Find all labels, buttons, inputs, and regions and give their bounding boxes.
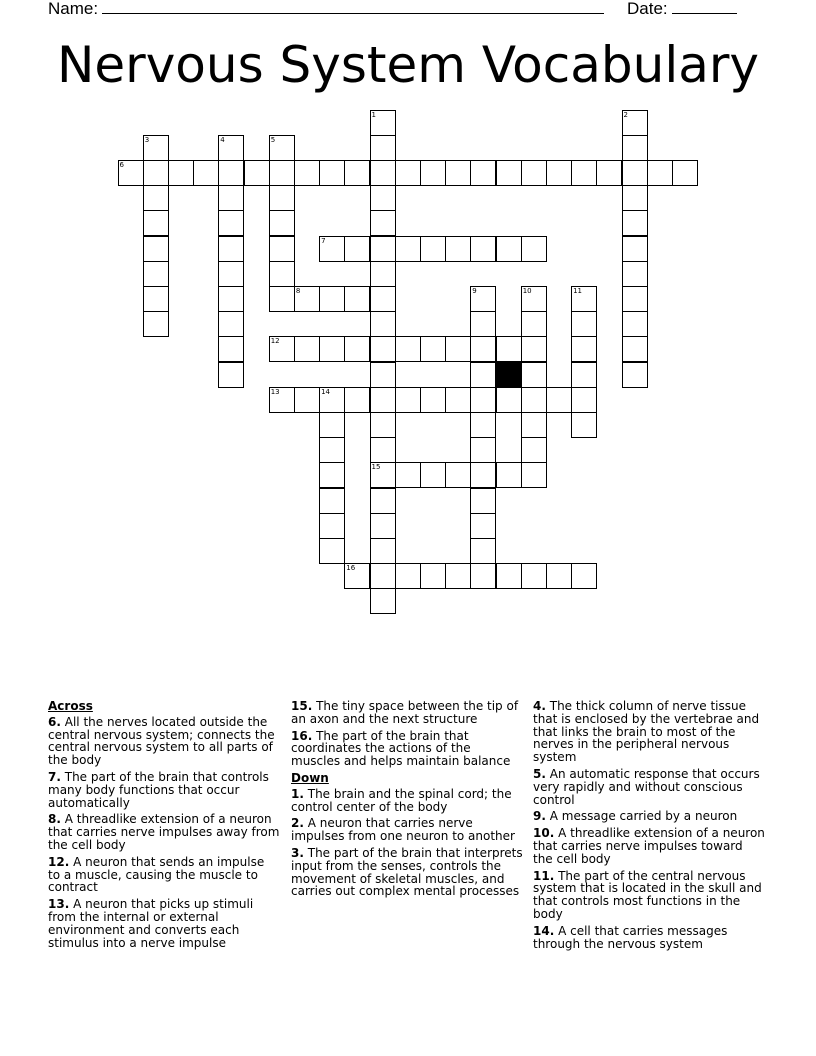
date-label: Date:	[627, 0, 668, 18]
crossword-cell[interactable]	[269, 160, 295, 186]
clue-number: 4	[220, 135, 225, 144]
crossword-cell[interactable]	[319, 236, 345, 262]
clue-across-13: 13. A neuron that picks up stimuli from the internal or external environment and converts each stimulus into a nerve impulse	[48, 897, 254, 950]
crossword-cell[interactable]	[445, 462, 471, 488]
crossword-cell[interactable]	[445, 336, 471, 362]
crossword-cell[interactable]	[344, 336, 370, 362]
crossword-cell[interactable]	[294, 160, 320, 186]
crossword-cell[interactable]	[470, 437, 496, 463]
crossword-cell[interactable]	[622, 362, 648, 388]
crossword-cell[interactable]	[168, 160, 194, 186]
crossword-cell[interactable]	[395, 462, 421, 488]
crossword-cell[interactable]	[521, 563, 547, 589]
crossword-cell[interactable]	[319, 336, 345, 362]
crossword-black-square	[496, 362, 522, 388]
crossword-cell[interactable]	[118, 160, 144, 186]
crossword-cell[interactable]	[521, 387, 547, 413]
crossword-cell[interactable]	[445, 563, 471, 589]
crossword-cell[interactable]	[546, 387, 572, 413]
clue-number: 3	[144, 135, 150, 144]
crossword-cell[interactable]	[143, 135, 169, 161]
clue-down-11: 11. The part of the central nervous system that is located in the skull and that controls most functions in the body	[533, 868, 762, 921]
crossword-cell[interactable]	[370, 236, 396, 262]
clue-number: 16	[346, 564, 356, 573]
crossword-cell[interactable]	[496, 336, 522, 362]
crossword-cell[interactable]	[470, 412, 496, 438]
crossword-cell[interactable]	[344, 563, 370, 589]
clue-down-1: 1. The brain and the spinal cord; the control center of the body	[291, 786, 512, 814]
page-title: Nervous System Vocabulary	[56, 36, 760, 94]
crossword-cell[interactable]	[622, 135, 648, 161]
crossword-cell[interactable]	[445, 236, 471, 262]
clues-column-2	[291, 700, 523, 902]
crossword-cell[interactable]	[218, 362, 244, 388]
crossword-cell[interactable]	[622, 160, 648, 186]
crossword-cell[interactable]	[622, 236, 648, 262]
clue-number: 6	[119, 160, 124, 169]
crossword-cell[interactable]	[571, 160, 597, 186]
crossword-cell[interactable]	[672, 160, 698, 186]
clue-down-5: 5. An automatic response that occurs very rapidly and without conscious control	[533, 766, 760, 807]
crossword-cell[interactable]	[370, 286, 396, 312]
crossword-cell[interactable]	[319, 286, 345, 312]
crossword-cell[interactable]	[370, 588, 396, 614]
crossword-cell[interactable]	[370, 462, 396, 488]
crossword-cell[interactable]	[470, 563, 496, 589]
crossword-cell[interactable]	[496, 236, 522, 262]
crossword-cell[interactable]	[496, 160, 522, 186]
clue-down-14: 14. A cell that carries messages through the nervous system	[533, 923, 728, 951]
crossword-cell[interactable]	[344, 387, 370, 413]
crossword-cell[interactable]	[218, 185, 244, 211]
clue-across-6: 6. All the nerves located outside the central nervous system; connects the central nervous system to all parts of the body	[48, 714, 275, 768]
crossword-cell[interactable]	[420, 160, 446, 186]
crossword-cell[interactable]	[370, 336, 396, 362]
crossword-cell[interactable]	[470, 286, 496, 312]
crossword-cell[interactable]	[420, 563, 446, 589]
crossword-cell[interactable]	[370, 412, 396, 438]
crossword-cell[interactable]	[395, 336, 421, 362]
clue-across-12: 12. A neuron that sends an impulse to a muscle, causing the muscle to contract	[48, 854, 265, 895]
crossword-cell[interactable]	[546, 160, 572, 186]
crossword-cell[interactable]	[319, 437, 345, 463]
clue-number: 1	[371, 110, 376, 119]
crossword-cell[interactable]	[143, 286, 169, 312]
crossword-cell[interactable]	[269, 336, 295, 362]
clue-number: 11	[573, 286, 583, 295]
crossword-cell[interactable]	[370, 185, 396, 211]
crossword-cell[interactable]	[521, 412, 547, 438]
crossword-cell[interactable]	[571, 412, 597, 438]
crossword-cell[interactable]	[622, 311, 648, 337]
crossword-cell[interactable]	[571, 387, 597, 413]
crossword-cell[interactable]	[571, 563, 597, 589]
clue-down-10: 10. A threadlike extension of a neuron that carries nerve impulses toward the cell body	[533, 826, 765, 866]
crossword-cell[interactable]	[143, 210, 169, 236]
crossword-cell[interactable]	[319, 412, 345, 438]
crossword-cell[interactable]	[344, 236, 370, 262]
crossword-cell[interactable]	[496, 563, 522, 589]
crossword-cell[interactable]	[269, 236, 295, 262]
crossword-cell[interactable]	[445, 160, 471, 186]
crossword-cell[interactable]	[269, 286, 295, 312]
crossword-cell[interactable]	[370, 261, 396, 287]
clue-number: 14	[321, 387, 331, 396]
crossword-cell[interactable]	[143, 261, 169, 287]
clue-number: 5	[270, 135, 276, 144]
crossword-cell[interactable]	[622, 286, 648, 312]
crossword-cell[interactable]	[571, 336, 597, 362]
clue-across-16: 16. The part of the brain that coordinates the actions of the muscles and helps maintain balance	[291, 728, 511, 769]
crossword-cell[interactable]	[294, 286, 320, 312]
crossword-cell[interactable]	[218, 210, 244, 236]
crossword-cell[interactable]	[370, 538, 396, 564]
crossword-cell[interactable]	[470, 387, 496, 413]
clue-number: 9	[472, 286, 477, 295]
crossword-cell[interactable]	[269, 185, 295, 211]
crossword-cell[interactable]	[319, 538, 345, 564]
crossword-cell[interactable]	[218, 286, 244, 312]
crossword-cell[interactable]	[370, 110, 396, 136]
crossword-cell[interactable]	[370, 160, 396, 186]
crossword-cell[interactable]	[571, 362, 597, 388]
crossword-cell[interactable]	[496, 462, 522, 488]
crossword-cell[interactable]	[420, 387, 446, 413]
crossword-cell[interactable]	[622, 210, 648, 236]
crossword-cell[interactable]	[244, 160, 270, 186]
clue-across-15: 15. The tiny space between the tip of an axon and the next structure	[291, 699, 519, 726]
clue-number: 7	[321, 236, 326, 245]
crossword-cell[interactable]	[470, 538, 496, 564]
crossword-cell[interactable]	[395, 387, 421, 413]
crossword-cell[interactable]	[370, 362, 396, 388]
crossword-cell[interactable]	[319, 462, 345, 488]
crossword-cell[interactable]	[470, 236, 496, 262]
clues-column-3	[533, 700, 765, 954]
crossword-cell[interactable]	[622, 110, 648, 136]
down-heading: Down	[291, 770, 329, 785]
crossword-cell[interactable]	[470, 362, 496, 388]
crossword-cell[interactable]	[370, 311, 396, 337]
crossword-cell[interactable]	[470, 160, 496, 186]
crossword-cell[interactable]	[521, 286, 547, 312]
crossword-cell[interactable]	[647, 160, 673, 186]
crossword-cell[interactable]	[143, 236, 169, 262]
crossword-cell[interactable]	[319, 488, 345, 514]
crossword-cell[interactable]	[344, 286, 370, 312]
crossword-cell[interactable]	[370, 488, 396, 514]
crossword-cell[interactable]	[420, 236, 446, 262]
clue-down-2: 2. A neuron that carries nerve impulses from one neuron to another	[291, 816, 515, 844]
crossword-cell[interactable]	[143, 160, 169, 186]
crossword-cell[interactable]	[622, 261, 648, 287]
crossword-cell[interactable]	[470, 462, 496, 488]
crossword-cell[interactable]	[344, 160, 370, 186]
clue-down-4: 4. The thick column of nerve tissue that is enclosed by the vertebrae and that links the brain to most of the nerves in the peripheral nervous system	[533, 699, 760, 765]
clue-down-3: 3. The part of the brain that interprets input from the senses, controls the movement of skeletal muscles, and carries out complex mental processes	[291, 845, 523, 899]
clue-number: 15	[371, 463, 381, 472]
crossword-cell[interactable]	[470, 488, 496, 514]
clue-down-9: 9. A message carried by a neuron	[533, 809, 738, 824]
crossword-cell[interactable]	[370, 437, 396, 463]
crossword-cell[interactable]	[294, 387, 320, 413]
crossword-cell[interactable]	[622, 185, 648, 211]
crossword-cell[interactable]	[496, 387, 522, 413]
clue-number: 12	[270, 337, 280, 346]
crossword-cell[interactable]	[470, 336, 496, 362]
clue-number: 8	[295, 286, 301, 295]
crossword-cell[interactable]	[319, 513, 345, 539]
crossword-cell[interactable]	[370, 135, 396, 161]
crossword-cell[interactable]	[319, 387, 345, 413]
crossword-cell[interactable]	[521, 311, 547, 337]
crossword-cell[interactable]	[521, 462, 547, 488]
crossword-cell[interactable]	[596, 160, 622, 186]
crossword-cell[interactable]	[370, 513, 396, 539]
crossword-cell[interactable]	[571, 286, 597, 312]
crossword-cell[interactable]	[319, 160, 345, 186]
across-heading: Across	[48, 699, 93, 713]
crossword-cell[interactable]	[420, 336, 446, 362]
name-label: Name:	[48, 0, 99, 18]
clues-column-1	[48, 700, 280, 953]
crossword-cell[interactable]	[521, 336, 547, 362]
crossword-cell[interactable]	[521, 362, 547, 388]
clue-number: 2	[623, 110, 628, 119]
crossword-cell[interactable]	[193, 160, 219, 186]
crossword-cell[interactable]	[546, 563, 572, 589]
crossword-cell[interactable]	[395, 160, 421, 186]
crossword-cell[interactable]	[395, 563, 421, 589]
crossword-cell[interactable]	[521, 437, 547, 463]
clue-number: 10	[522, 286, 532, 295]
crossword-cell[interactable]	[395, 236, 421, 262]
crossword-cell[interactable]	[521, 236, 547, 262]
crossword-cell[interactable]	[269, 210, 295, 236]
crossword-cell[interactable]	[143, 185, 169, 211]
crossword-cell[interactable]	[370, 563, 396, 589]
crossword-cell[interactable]	[521, 160, 547, 186]
crossword-cell[interactable]	[218, 135, 244, 161]
crossword-cell[interactable]	[445, 387, 471, 413]
crossword-cell[interactable]	[370, 210, 396, 236]
crossword-cell[interactable]	[269, 387, 295, 413]
crossword-cell[interactable]	[218, 336, 244, 362]
crossword-cell[interactable]	[370, 387, 396, 413]
crossword-cell[interactable]	[470, 513, 496, 539]
crossword-cell[interactable]	[218, 311, 244, 337]
crossword-cell[interactable]	[218, 160, 244, 186]
crossword-cell[interactable]	[269, 261, 295, 287]
crossword-cell[interactable]	[622, 336, 648, 362]
crossword-cell[interactable]	[269, 135, 295, 161]
crossword-cell[interactable]	[294, 336, 320, 362]
clue-number: 13	[270, 387, 280, 396]
clue-across-7: 7. The part of the brain that controls many body functions that occur automatically	[48, 769, 269, 810]
crossword-cell[interactable]	[143, 311, 169, 337]
crossword-cell[interactable]	[571, 311, 597, 337]
crossword-cell[interactable]	[218, 261, 244, 287]
clue-across-8: 8. A threadlike extension of a neuron that carries nerve impulses away from the cell body	[48, 812, 280, 852]
crossword-cell[interactable]	[420, 462, 446, 488]
crossword-cell[interactable]	[218, 236, 244, 262]
crossword-cell[interactable]	[470, 311, 496, 337]
